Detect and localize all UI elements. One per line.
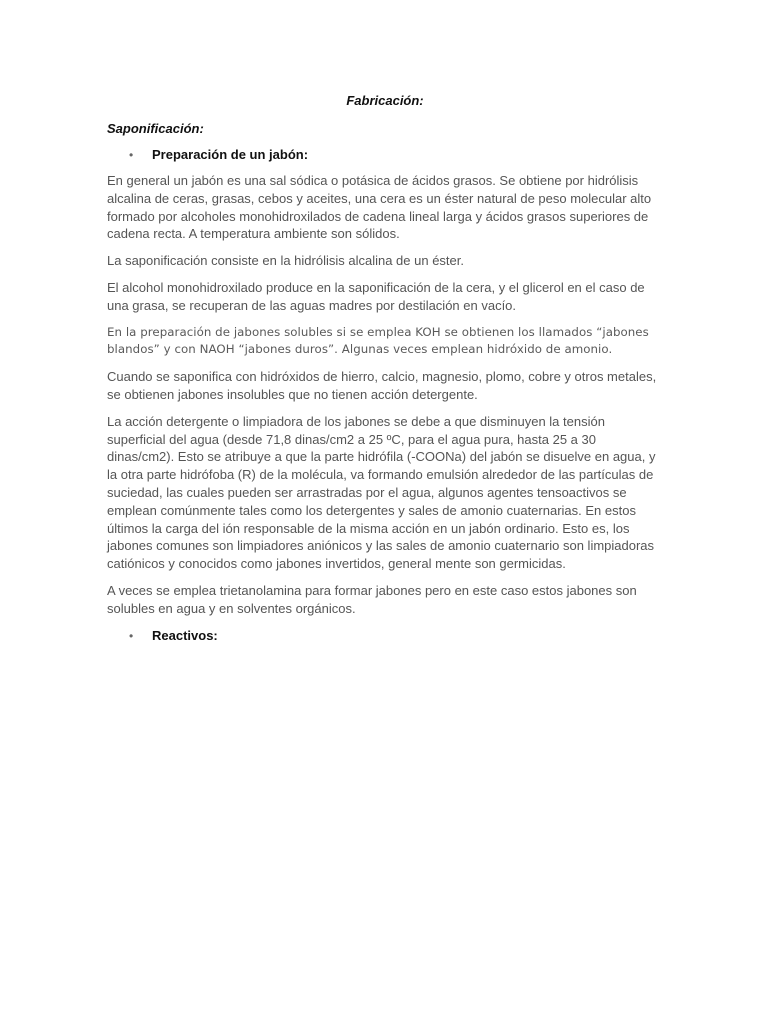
paragraph: La saponificación consiste en la hidrólisis alcalina de un éster. xyxy=(107,253,464,269)
bullet-icon: • xyxy=(129,148,134,162)
section-heading: Saponificación: xyxy=(107,121,204,136)
bullet-item-reactivos xyxy=(107,627,663,645)
paragraph: En general un jabón es una sal sódica o potásica de ácidos grasos. Se obtiene por hidrólisis alcalina de ceras, grasas, cebos y aceites, una cera es un éster natural de peso molecular alto formado por alcoholes monohidroxilados de cadena lineal larga y ácidos grasos superiores de cadena recta. A temperatura ambiente son sólidos. xyxy=(107,173,652,242)
paragraph: El alcohol monohidroxilado produce en la saponificación de la cera, y el glicerol en el caso de una grasa, se recuperan de las aguas madres por destilación en vacío. xyxy=(107,279,645,313)
paragraph: A veces se emplea trietanolamina para formar jabones pero en este caso estos jabones son solubles en agua y en solventes orgánicos. xyxy=(107,582,637,616)
document-page xyxy=(107,92,663,653)
paragraph: La acción detergente o limpiadora de los jabones se debe a que disminuyen la tensión superficial del agua (desde 71,8 dinas/cm2 a 25 ºC, para el agua pura, hasta 25 a 30 dinas/cm2). Esto se atribuye a que la parte hidrófila (-COONa) del jabón se disuelve en agua, y la otra parte hidrófoba (R) de la molécula, va formando emulsión alrededor de las partículas de suciedad, las cuales pueden ser arrastradas por el agua, algunos agentes tensoactivos se emplean comúnmente tales como los detergentes y sales de amonio cuaternarias. En estos últimos la carga del ión responsable de la misma acción en un jabón ordinario. Esto es, los jabones comunes son limpiadores aniónicos y las sales de amonio cuaternario son limpiadoras catiónicos y conocidos como jabones invertidos, general mente son germicidas. xyxy=(107,413,656,572)
bullet-label: Reactivos: xyxy=(152,627,218,643)
paragraph: Cuando se saponifica con hidróxidos de hierro, calcio, magnesio, plomo, cobre y otros metales, se obtienen jabones insolubles que no tienen acción detergente. xyxy=(107,369,657,402)
bullet-label: Preparación de un jabón: xyxy=(152,147,309,162)
bullet-icon: • xyxy=(129,628,134,643)
bullet-item-preparacion xyxy=(107,146,663,164)
paragraph: En la preparación de jabones solubles si se emplea KOH se obtienen los llamados “jabones blandos” y con NAOH “jabones duros”. Algunas veces emplean hidróxido de amonio. xyxy=(107,324,649,357)
document-title: Fabricación: xyxy=(346,93,424,108)
